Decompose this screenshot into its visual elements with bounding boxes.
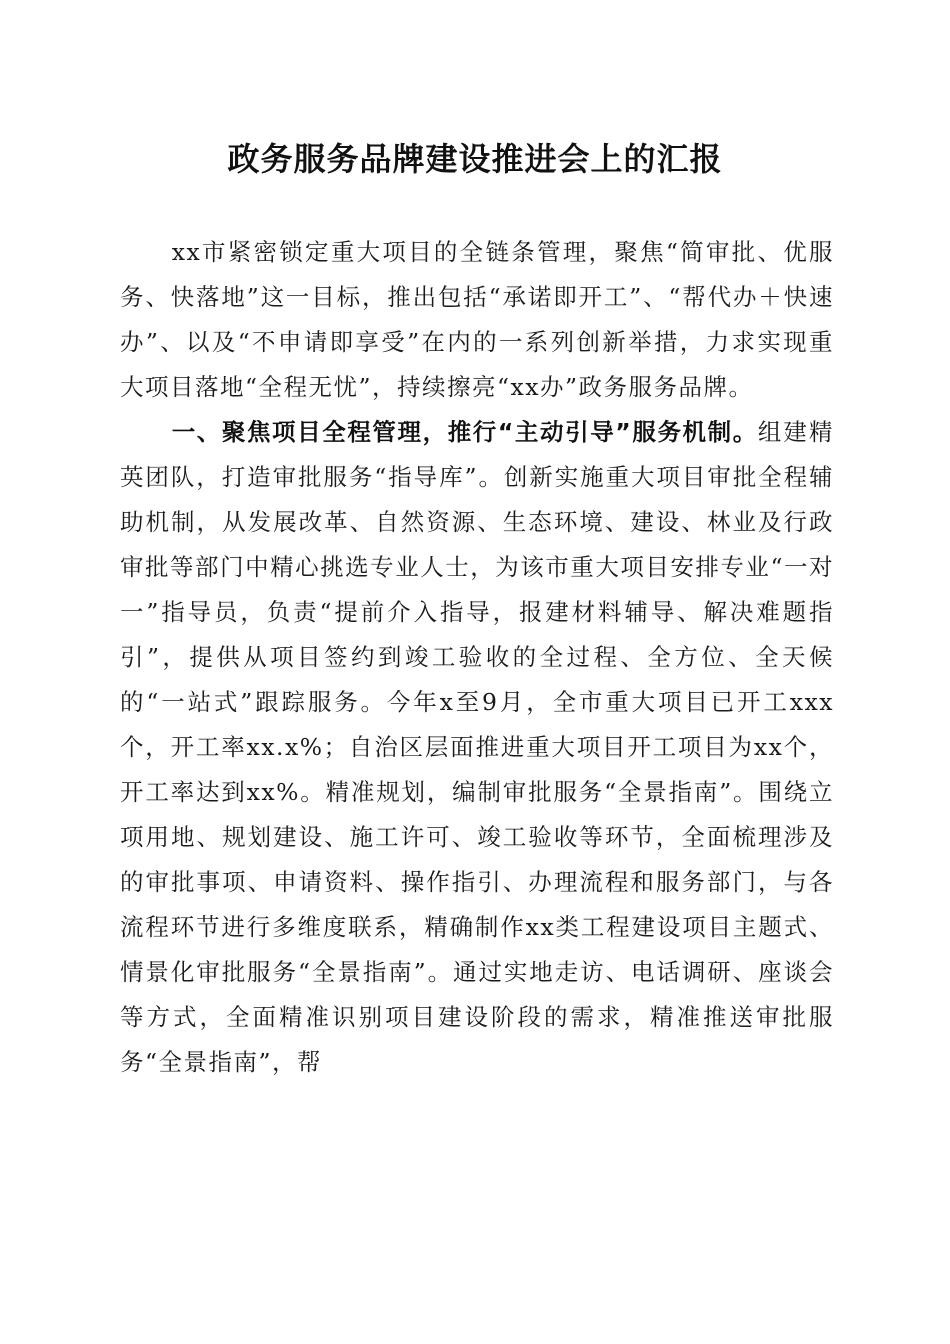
document-title: 政务服务品牌建设推进会上的汇报 (227, 140, 723, 178)
intro-paragraph (120, 230, 834, 410)
section-one-heading: 一、聚焦项目全程管理，推行“主动引导”服务机制。 (171, 418, 758, 446)
section-one-paragraph (120, 410, 834, 1085)
section-one-text: 组建精英团队，打造审批服务“指导库”。创新实施重大项目审批全程辅助机制，从发展改革、自然资源、生态环境、建设、林业及行政审批等部门中精心挑选专业人士，为该市重大项目安排专业“一对一”指导员，负责“提前介入指导，报建材料辅导、解决难题指引”，提供从项目签约到竣工验收的全过程、全方位、全天候的“一站式”跟踪服务。今年x至9月，全市重大项目已开工xxx个，开工率xx.x%；自治区层面推进重大项目开工项目为xx个，开工率达到xx%。精准规划，编制审批服务“全景指南”。围绕立项用地、规划建设、施工许可、竣工验收等环节，全面梳理涉及的审批事项、申请资料、操作指引、办理流程和服务部门，与各流程环节进行多维度联系，精确制作xx类工程建设项目主题式、情景化审批服务“全景指南”。通过实地走访、电话调研、座谈会等方式，全面精准识别项目建设阶段的需求，精准推送审批服务“全景指南”，帮 (120, 418, 834, 1076)
document-body (120, 230, 834, 1085)
intro-paragraph-text: xx市紧密锁定重大项目的全链条管理，聚焦“简审批、优服务、快落地”这一目标，推出包括“承诺即开工”、“帮代办＋快速办”、以及“不申请即享受”在内的一系列创新举措，力求实现重大项目落地“全程无忧”，持续擦亮“xx办”政务服务品牌。 (120, 238, 834, 401)
